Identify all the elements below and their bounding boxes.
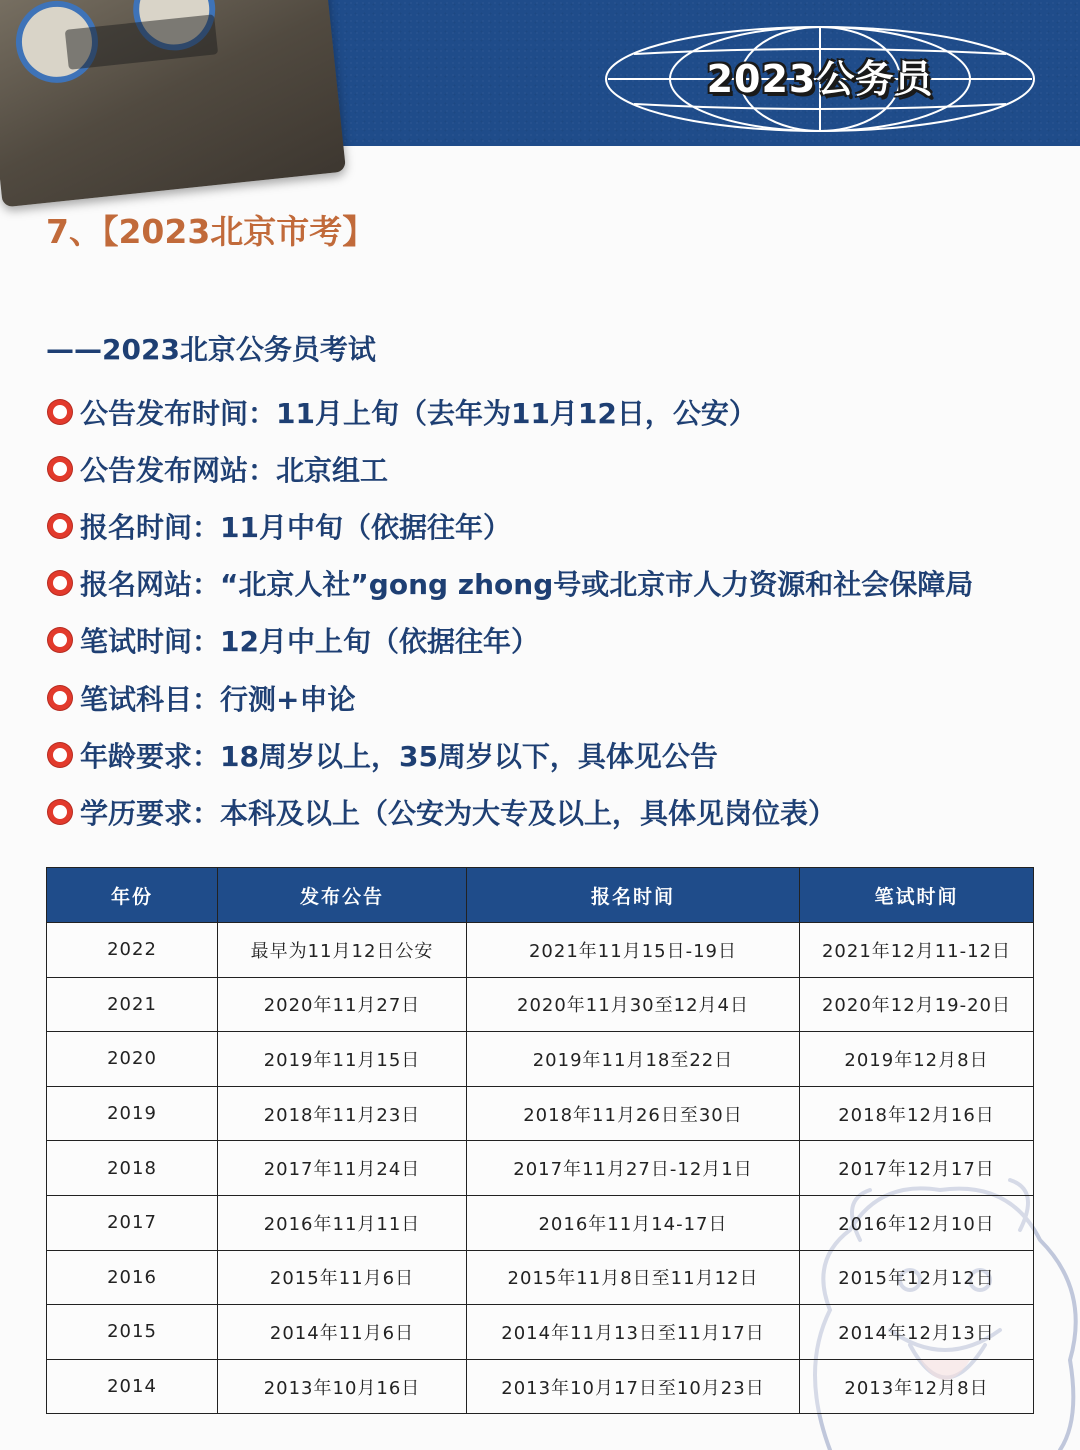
- header-exam: 笔试时间: [800, 868, 1034, 923]
- table-header-row: [47, 868, 1034, 923]
- cell-announcement: 2013年10月16日: [218, 1359, 467, 1414]
- cell-registration: 2018年11月26日至30日: [467, 1086, 800, 1141]
- cell-registration: 2017年11月27日-12月1日: [467, 1141, 800, 1196]
- cell-exam: 2021年12月11-12日: [800, 923, 1034, 978]
- cell-exam: 2014年12月13日: [800, 1305, 1034, 1360]
- red-circle-bullet-icon: [48, 571, 72, 595]
- subtitle: ——2023北京公务员考试: [46, 333, 376, 366]
- cell-announcement: 2015年11月6日: [218, 1250, 467, 1305]
- cell-announcement: 2019年11月15日: [218, 1032, 467, 1087]
- cell-exam: 2020年12月19-20日: [800, 977, 1034, 1032]
- cell-year: 2016: [47, 1250, 218, 1305]
- exam-schedule-table: [46, 867, 1034, 1414]
- cell-exam: 2016年12月10日: [800, 1195, 1034, 1250]
- table-row: [47, 1086, 1034, 1141]
- cell-exam: 2013年12月8日: [800, 1359, 1034, 1414]
- cell-exam: 2018年12月16日: [800, 1086, 1034, 1141]
- cell-announcement: 2020年11月27日: [218, 977, 467, 1032]
- cell-announcement: 2017年11月24日: [218, 1141, 467, 1196]
- cell-registration: 2019年11月18至22日: [467, 1032, 800, 1087]
- cell-registration: 2013年10月17日至10月23日: [467, 1359, 800, 1414]
- cell-announcement: 2016年11月11日: [218, 1195, 467, 1250]
- cell-year: 2018: [47, 1141, 218, 1196]
- info-text: 笔试时间：12月中上旬（依据往年）: [80, 625, 539, 659]
- cell-exam: 2017年12月17日: [800, 1141, 1034, 1196]
- table-row: [47, 1305, 1034, 1360]
- table-row: [47, 1195, 1034, 1250]
- info-text: 公告发布时间：11月上旬（去年为11月12日，公安）: [80, 396, 757, 430]
- header-announcement: 发布公告: [218, 868, 467, 923]
- header-banner: [0, 0, 1080, 146]
- table-row: [47, 977, 1034, 1032]
- info-text: 笔试科目：行测+申论: [80, 682, 356, 716]
- cell-exam: 2019年12月8日: [800, 1032, 1034, 1087]
- cell-announcement: 2014年11月6日: [218, 1305, 467, 1360]
- section-title: 7、【2023北京市考】: [46, 212, 376, 251]
- header-year: 年份: [47, 868, 218, 923]
- info-item-age-requirement: [48, 726, 973, 783]
- cassette-tape-image: [0, 0, 346, 207]
- cell-year: 2017: [47, 1195, 218, 1250]
- info-item-registration-time: [48, 497, 973, 554]
- banner-title: 2023公务员: [706, 57, 934, 101]
- info-item-announcement-time: [48, 383, 973, 440]
- info-list: [48, 383, 973, 841]
- cell-announcement: 2018年11月23日: [218, 1086, 467, 1141]
- cell-registration: 2020年11月30至12月4日: [467, 977, 800, 1032]
- cell-year: 2015: [47, 1305, 218, 1360]
- info-item-education-requirement: [48, 783, 973, 840]
- cell-registration: 2021年11月15日-19日: [467, 923, 800, 978]
- cell-year: 2021: [47, 977, 218, 1032]
- red-circle-bullet-icon: [48, 457, 72, 481]
- cell-year: 2022: [47, 923, 218, 978]
- info-text: 学历要求：本科及以上（公安为大专及以上，具体见岗位表）: [80, 796, 837, 830]
- red-circle-bullet-icon: [48, 400, 72, 424]
- cell-announcement: 最早为11月12日公安: [218, 923, 467, 978]
- table-row: [47, 1032, 1034, 1087]
- table-row: [47, 1141, 1034, 1196]
- cell-registration: 2014年11月13日至11月17日: [467, 1305, 800, 1360]
- table-row: [47, 1250, 1034, 1305]
- info-item-exam-time: [48, 612, 973, 669]
- red-circle-bullet-icon: [48, 800, 72, 824]
- table-row: [47, 923, 1034, 978]
- red-circle-bullet-icon: [48, 514, 72, 538]
- header-registration: 报名时间: [467, 868, 800, 923]
- red-circle-bullet-icon: [48, 686, 72, 710]
- red-circle-bullet-icon: [48, 743, 72, 767]
- info-item-exam-subjects: [48, 669, 973, 726]
- info-item-registration-site: [48, 555, 973, 612]
- table-row: [47, 1359, 1034, 1414]
- info-text: 报名网站：“北京人社”gong zhong号或北京市人力资源和社会保障局: [80, 568, 974, 602]
- info-text: 公告发布网站：北京组工: [80, 453, 389, 487]
- cell-year: 2014: [47, 1359, 218, 1414]
- cell-year: 2019: [47, 1086, 218, 1141]
- info-text: 报名时间：11月中旬（依据往年）: [80, 510, 511, 544]
- info-text: 年龄要求：18周岁以上，35周岁以下，具体见公告: [80, 739, 718, 773]
- cell-registration: 2015年11月8日至11月12日: [467, 1250, 800, 1305]
- cell-registration: 2016年11月14-17日: [467, 1195, 800, 1250]
- red-circle-bullet-icon: [48, 628, 72, 652]
- info-item-announcement-site: [48, 440, 973, 497]
- cell-year: 2020: [47, 1032, 218, 1087]
- cell-exam: 2015年12月12日: [800, 1250, 1034, 1305]
